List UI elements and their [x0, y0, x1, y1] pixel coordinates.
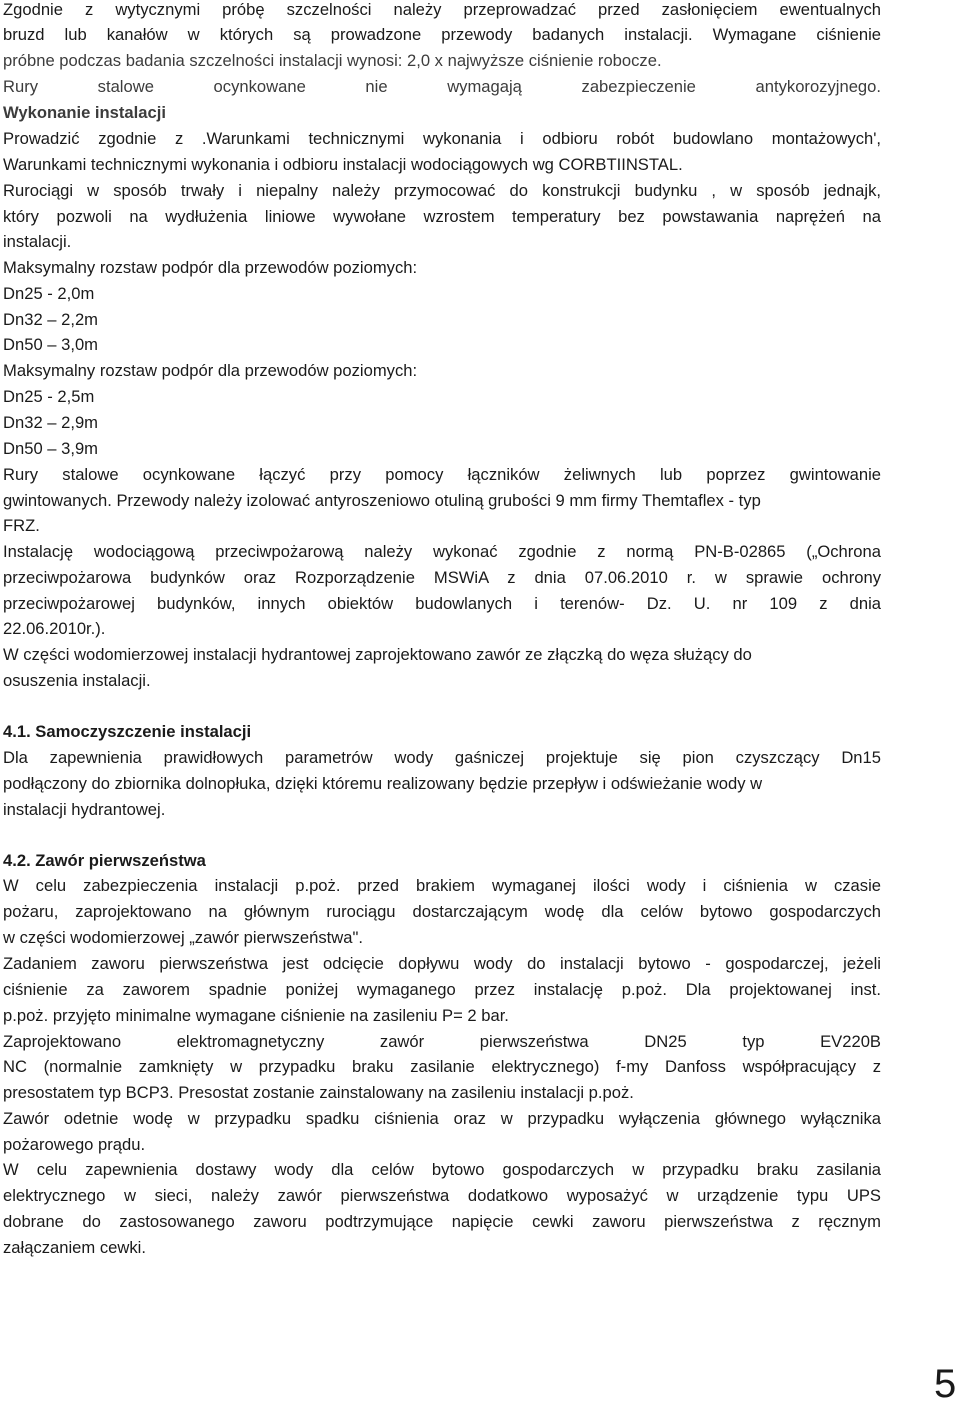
list-item: Dn25 - 2,5m: [3, 387, 95, 406]
text-line: Rury stalowe ocynkowane łączyć przy pomocy łączników żeliwnych lub poprzez gwintowanie: [3, 465, 881, 484]
section-heading: Wykonanie instalacji: [3, 103, 166, 122]
text-line: instalacji hydrantowej.: [3, 800, 166, 819]
text-line: Zawór odetnie wodę w przypadku spadku ciśnienia oraz w przypadku wyłączenia głównego wyłącznika: [3, 1109, 881, 1128]
text-line: przeciwpożarowa budynków oraz Rozporządzenie MSWiA z dnia 07.06.2010 r. w sprawie ochrony: [3, 568, 881, 587]
list-item: Dn50 – 3,0m: [3, 335, 99, 354]
text-line: osuszenia instalacji.: [3, 671, 151, 690]
list-item: Dn32 – 2,9m: [3, 413, 99, 432]
text-line: 22.06.2010r.).: [3, 619, 106, 638]
text-line: Warunkami technicznymi wykonania i odbioru instalacji wodociągowych wg CORBTIINSTAL.: [3, 155, 683, 174]
text-line: załączaniem cewki.: [3, 1238, 146, 1257]
text-line: W celu zabezpieczenia instalacji p.poż. przed brakiem wymaganej ilości wody i ciśnienia w czasie: [3, 876, 881, 895]
text-line: gwintowanych. Przewody należy izolować antyroszeniowo otuliną grubości 9 mm firmy Themtaflex - typ: [3, 491, 761, 510]
text-line: bruzd lub kanałów w których są prowadzone przewody badanych instalacji. Wymagane ciśnienie: [3, 25, 881, 44]
text-line: podłączony do zbiornika dolnopłuka, dzięki któremu realizowany będzie przepływ i odświeżanie wody w: [3, 774, 763, 793]
page-number: 5: [934, 1362, 957, 1406]
text-line: Zgodnie z wytycznymi próbę szczelności należy przeprowadzać przed zasłonięciem ewentualnych: [3, 0, 881, 19]
text-line: Zadaniem zaworu pierwszeństwa jest odcięcie dopływu wody do instalacji bytowo - gospodarczej, jeżeli: [3, 954, 881, 973]
text-line: próbne podczas badania szczelności instalacji wynosi: 2,0 x najwyższe ciśnienie robocze.: [3, 51, 662, 70]
text-line: Instalację wodociągową przeciwpożarową należy wykonać zgodnie z normą PN-B-02865 („Ochrona: [3, 542, 881, 561]
text-line: przeciwpożarowej budynków, innych obiektów budowlanych i terenów- Dz. U. nr 109 z dnia: [3, 594, 881, 613]
list-item: Dn32 – 2,2m: [3, 310, 99, 329]
text-line: Prowadzić zgodnie z .Warunkami technicznymi wykonania i odbioru robót budowlano montażowych',: [3, 129, 881, 148]
text-line: w części wodomierzowej „zawór pierwszeństwa".: [3, 928, 363, 947]
text-line: Maksymalny rozstaw podpór dla przewodów poziomych:: [3, 258, 418, 277]
text-line: W części wodomierzowej instalacji hydrantowej zaprojektowano zawór ze złączką do węza służący do: [3, 645, 752, 664]
text-line: Rurociągi w sposób trwały i niepalny należy przymocować do konstrukcji budynku , w sposób jednajk,: [3, 181, 881, 200]
list-item: Dn25 - 2,0m: [3, 284, 95, 303]
text-line: presostatem typ BCP3. Presostat zostanie zainstalowany na zasileniu instalacji p.poż.: [3, 1083, 634, 1102]
section-heading: 4.1. Samoczyszczenie instalacji: [3, 722, 252, 741]
text-line: FRZ.: [3, 516, 40, 535]
text-line: Dla zapewnienia prawidłowych parametrów wody gaśniczej projektuje się pion czyszczący Dn15: [3, 748, 881, 767]
section-heading: 4.2. Zawór pierwszeństwa: [3, 851, 206, 870]
text-line: który pozwoli na wydłużenia liniowe wywołane wzrostem temperatury bez powstawania naprężeń na: [3, 207, 881, 226]
text-line: p.poż. przyjęto minimalne wymagane ciśnienie na zasileniu P= 2 bar.: [3, 1006, 509, 1025]
text-line: elektrycznego w sieci, należy zawór pierwszeństwa dodatkowo wyposażyć w urządzenie typu UPS: [3, 1186, 881, 1205]
list-item: Dn50 – 3,9m: [3, 439, 99, 458]
text-line: dobrane do zastosowanego zaworu podtrzymujące napięcie cewki zaworu pierwszeństwa z ręcznym: [3, 1212, 881, 1231]
text-line: ciśnienie za zaworem spadnie poniżej wymaganego przez instalację p.poż. Dla projektowanej inst.: [3, 980, 881, 999]
text-line: NC (normalnie zamknięty w przypadku braku zasilanie elektrycznego) f-my Danfoss współpracujący z: [3, 1057, 881, 1076]
text-line: pożarowego prądu.: [3, 1135, 146, 1154]
text-line: instalacji.: [3, 232, 72, 251]
text-line: Maksymalny rozstaw podpór dla przewodów poziomych:: [3, 361, 418, 380]
text-line: W celu zapewnienia dostawy wody dla celów bytowo gospodarczych w przypadku braku zasilania: [3, 1160, 881, 1179]
text-line: pożaru, zaprojektowano na głównym rurociągu dostarczającym wodę dla celów bytowo gospodarczych: [3, 902, 881, 921]
text-line: Zaprojektowano elektromagnetyczny zawór pierwszeństwa DN25 typ EV220B: [3, 1032, 881, 1051]
text-line: Rury stalowe ocynkowane nie wymagają zabezpieczenie antykorozyjnego.: [3, 77, 881, 96]
